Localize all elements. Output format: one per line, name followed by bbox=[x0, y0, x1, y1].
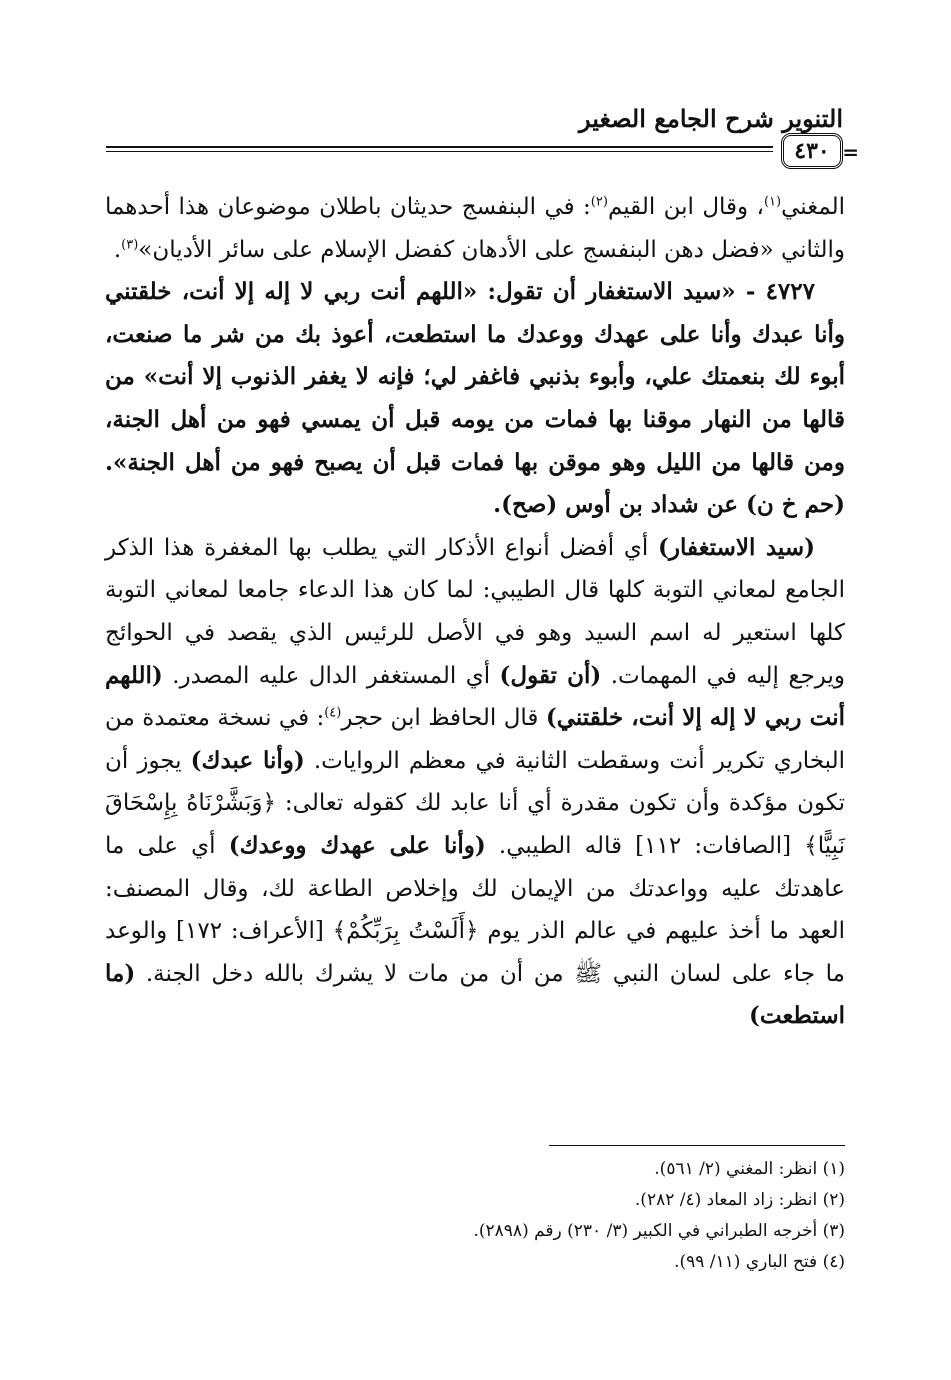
footnotes bbox=[105, 1154, 845, 1278]
text-run: : في نسخة معتمدة من البخاري تكرير أنت وسقطت الثانية في معظم الروايات. bbox=[105, 705, 846, 774]
text-run: قال الحافظ ابن حجر bbox=[341, 705, 546, 732]
quoted-term: (أن تقول) bbox=[499, 661, 602, 689]
text-run: أي المستغفر الدال عليه المصدر. bbox=[162, 662, 500, 689]
footnote: (٣) أخرجه الطبراني في الكبير (٣/ ٢٣٠) رقم (٢٨٩٨). bbox=[473, 1221, 845, 1241]
quoted-term: (سيد الاستغفار) bbox=[657, 533, 815, 561]
footnote: (٢) انظر: زاد المعاد (٤/ ٢٨٢). bbox=[634, 1190, 845, 1210]
text-run: . bbox=[113, 236, 122, 263]
footnote: (٤) فتح الباري (١١/ ٩٩). bbox=[674, 1252, 845, 1272]
text-run: أي على ما عاهدتك عليه وواعدتك من الإيمان لك وإخلاص الطاعة لك، وقال المصنف: العهد ما أخذ عليهم في عالم الذر يوم ﴿أَلَسْتُ بِرَبِّكُمْ﴾ [الأعراف: ١٧٢] والوعد ما جاء على لسان النبي ﷺ من أن من مات لا يشرك بالله دخل الجنة. bbox=[105, 832, 845, 987]
running-header-title: التنوير شرح الجامع الصغير bbox=[579, 104, 843, 133]
footnote-ref: (٢) bbox=[590, 194, 608, 210]
text-run: ، وقال ابن القيم bbox=[607, 194, 764, 220]
quoted-term: (اللهم أنت ربي لا إله إلا أنت، خلقتني) bbox=[105, 661, 846, 732]
header-rule bbox=[106, 146, 773, 148]
text-run: أي أفضل أنواع الأذكار التي يطلب بها المغفرة هذا الذكر الجامع لمعاني التوبة كلها قال الطيبي: لما كان هذا الدعاء جامعا لمعاني التوبة كلها استعير له اسم السيد وهو في الأصل للرئيس الذي يقصد في الحوائج ويرجع إليه في المهمات. bbox=[105, 534, 845, 689]
page-number: ٤٣٠ bbox=[794, 138, 830, 164]
text-run: : في البنفسج حديثان باطلان موضوعان هذا أحدهما والثاني «فضل دهن البنفسج على الأدهان كفضل الإسلام على سائر الأديان» bbox=[105, 194, 845, 263]
text-run: المغني bbox=[781, 194, 846, 220]
quoted-term: (وأنا عبدك) bbox=[190, 746, 305, 774]
quoted-term: (ما استطعت) bbox=[105, 959, 845, 1030]
main-text bbox=[105, 186, 845, 1038]
page-number-box bbox=[781, 133, 843, 169]
footnote-ref: (١) bbox=[763, 194, 782, 210]
footnote-ref: (٤) bbox=[324, 705, 342, 721]
header-rule-thin bbox=[106, 151, 773, 152]
text-run: يجوز أن تكون مؤكدة وأن تكون مقدرة أي أنا عابد لك كقوله تعالى: ﴿وَبَشَّرْنَاهُ بِإِسْحَاقَ نَبِيًّا﴾ [الصافات: ١١٢] قاله الطيبي. bbox=[105, 747, 845, 859]
paragraph-continuation bbox=[105, 186, 845, 271]
page-box-mark: = bbox=[842, 140, 859, 164]
footnote-ref: (٣) bbox=[121, 236, 139, 252]
quoted-term: (وأنا على عهدك ووعدك) bbox=[228, 831, 486, 859]
footnote-separator bbox=[549, 1145, 845, 1146]
commentary-paragraph bbox=[105, 527, 845, 1038]
footnote: (١) انظر: المغني (٢/ ٥٦١). bbox=[654, 1159, 845, 1179]
hadith-text: ٤٧٢٧ - «سيد الاستغفار أن تقول: «اللهم أنت ربي لا إله إلا أنت، خلقتني وأنا عبدك وأنا على عهدك ووعدك ما استطعت، أعوذ بك من شر ما صنعت، أبوء لك بنعمتك علي، وأبوء بذنبي فاغفر لي؛ فإنه لا يغفر الذنوب إلا أنت» من قالها من النهار موقنا بها فمات من يومه قبل أن يمسي فهو من أهل الجنة، ومن قالها من الليل وهو موقن بها فمات قبل أن يصبح فهو من أهل الجنة». (حم خ ن) عن شداد بن أوس (صح). bbox=[105, 278, 845, 519]
